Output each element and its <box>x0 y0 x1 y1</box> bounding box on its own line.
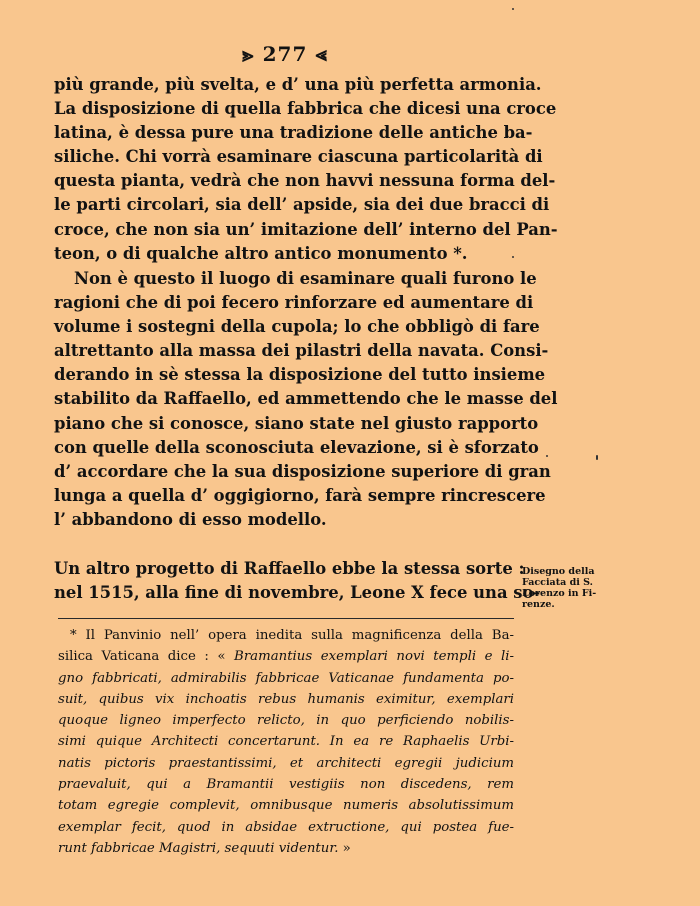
footnote-line: natis pictoris praestantissimi, et architecti egregii judicium <box>58 755 514 771</box>
text-line: nel 1515, alla fine di novembre, Leone X fece una so- <box>54 583 541 603</box>
footnote-line: praevaluit, qui a Bramantii vestigiis non discedens, rem <box>58 777 514 793</box>
footnote-line: exemplar fecit, quod in absidae extructione, qui postea fue- <box>58 819 514 835</box>
paragraph-2 <box>54 267 558 532</box>
footnote <box>58 625 514 859</box>
footnote-line: gno fabbricati, admirabilis fabbricae Vaticanae fundamenta po- <box>58 670 514 686</box>
paper-speck <box>512 256 514 258</box>
text-line: l’ abbandono di esso modello. <box>54 509 327 529</box>
footnote-line <box>58 838 514 859</box>
text-line: piano che si conosce, siano state nel giusto rapporto <box>54 413 539 433</box>
footnote-line <box>58 625 514 646</box>
text-line: croce, che non sia un’ imitazione dell’ interno del Pan- <box>54 219 558 239</box>
text-line: La disposizione di quella fabbrica che dicesi una croce <box>54 99 557 119</box>
paper-speck <box>546 455 548 457</box>
text-line: latina, è dessa pure una tradizione delle antiche ba- <box>54 123 533 143</box>
footnote-line: simi quique Architecti concertarunt. In ea re Raphaelis Urbi- <box>58 734 514 750</box>
margin-note-line: Facciata di S. <box>522 577 593 588</box>
paper-speck <box>512 8 514 10</box>
text-line: Non è questo il luogo di esaminare quali furono le <box>74 269 537 288</box>
footnote-line: suit, quibus vix inchoatis rebus humanis eximitur, exemplari <box>58 691 514 707</box>
text-line: le parti circolari, sia dell’ apside, sia dei due bracci di <box>54 195 550 215</box>
ornament-left-icon: ⪢ <box>242 42 255 66</box>
text-line: lunga a quella d’ oggigiorno, farà sempre rincrescere <box>54 485 546 505</box>
text-line: volume i sostegni della cupola; lo che obbligò di fare <box>54 317 540 337</box>
text-line: questa pianta, vedrà che non havvi nessuna forma del- <box>54 171 556 191</box>
text-line: derando in sè stessa la disposizione del tutto insieme <box>54 365 546 385</box>
text-line: altrettanto alla massa dei pilastri della navata. Consi- <box>54 341 549 361</box>
footnote-rule <box>58 618 514 619</box>
footnote-text: silica Vaticana dice : « <box>58 649 235 665</box>
paragraph-3 <box>54 557 541 605</box>
footnote-quote: runt fabbricae Magistri, sequuti videntur. <box>58 840 339 856</box>
text-line: Un altro progetto di Raffaello ebbe la stessa sorte : <box>54 559 525 578</box>
text-line: più grande, più svelta, e d’ una più perfetta armonia. <box>54 75 542 94</box>
footnote-text: » <box>338 840 351 856</box>
footnote-line <box>58 646 514 667</box>
ornament-right-icon: ⪡ <box>315 42 328 66</box>
text-line: con quelle della sconosciuta elevazione, si è sforzato <box>54 437 539 457</box>
margin-note-line: Disegno della <box>522 566 595 577</box>
footnote-line: totam egregie complevit, omnibusque numeris absolutissimum <box>58 798 514 814</box>
paragraph-1 <box>54 73 558 266</box>
text-line: siliche. Chi vorrà esaminare ciascuna particolarità di <box>54 147 543 167</box>
margin-note-line: Lorenzo in Fi- <box>522 588 597 599</box>
page-number: 277 <box>262 42 308 66</box>
paper-speck <box>596 455 598 460</box>
margin-note <box>522 566 612 610</box>
margin-note-line: renze. <box>522 599 555 610</box>
text-line: teon, o di qualche altro antico monumento *. <box>54 243 468 263</box>
text-line: stabilito da Raffaello, ed ammettendo che le masse del <box>54 389 558 409</box>
text-line: ragioni che di poi fecero rinforzare ed aumentare di <box>54 293 534 313</box>
text-line: d’ accordare che la sua disposizione superiore di gran <box>54 461 551 481</box>
page-header <box>0 42 570 66</box>
footnote-quote: Bramantius exemplari novi templi e li- <box>234 649 514 665</box>
footnote-line: quoque ligneo imperfecto relicto, in quo perficiendo nobilis- <box>58 713 514 729</box>
footnote-text: * Il Panvinio nell’ opera inedita sulla magnificenza della Ba- <box>70 628 514 643</box>
